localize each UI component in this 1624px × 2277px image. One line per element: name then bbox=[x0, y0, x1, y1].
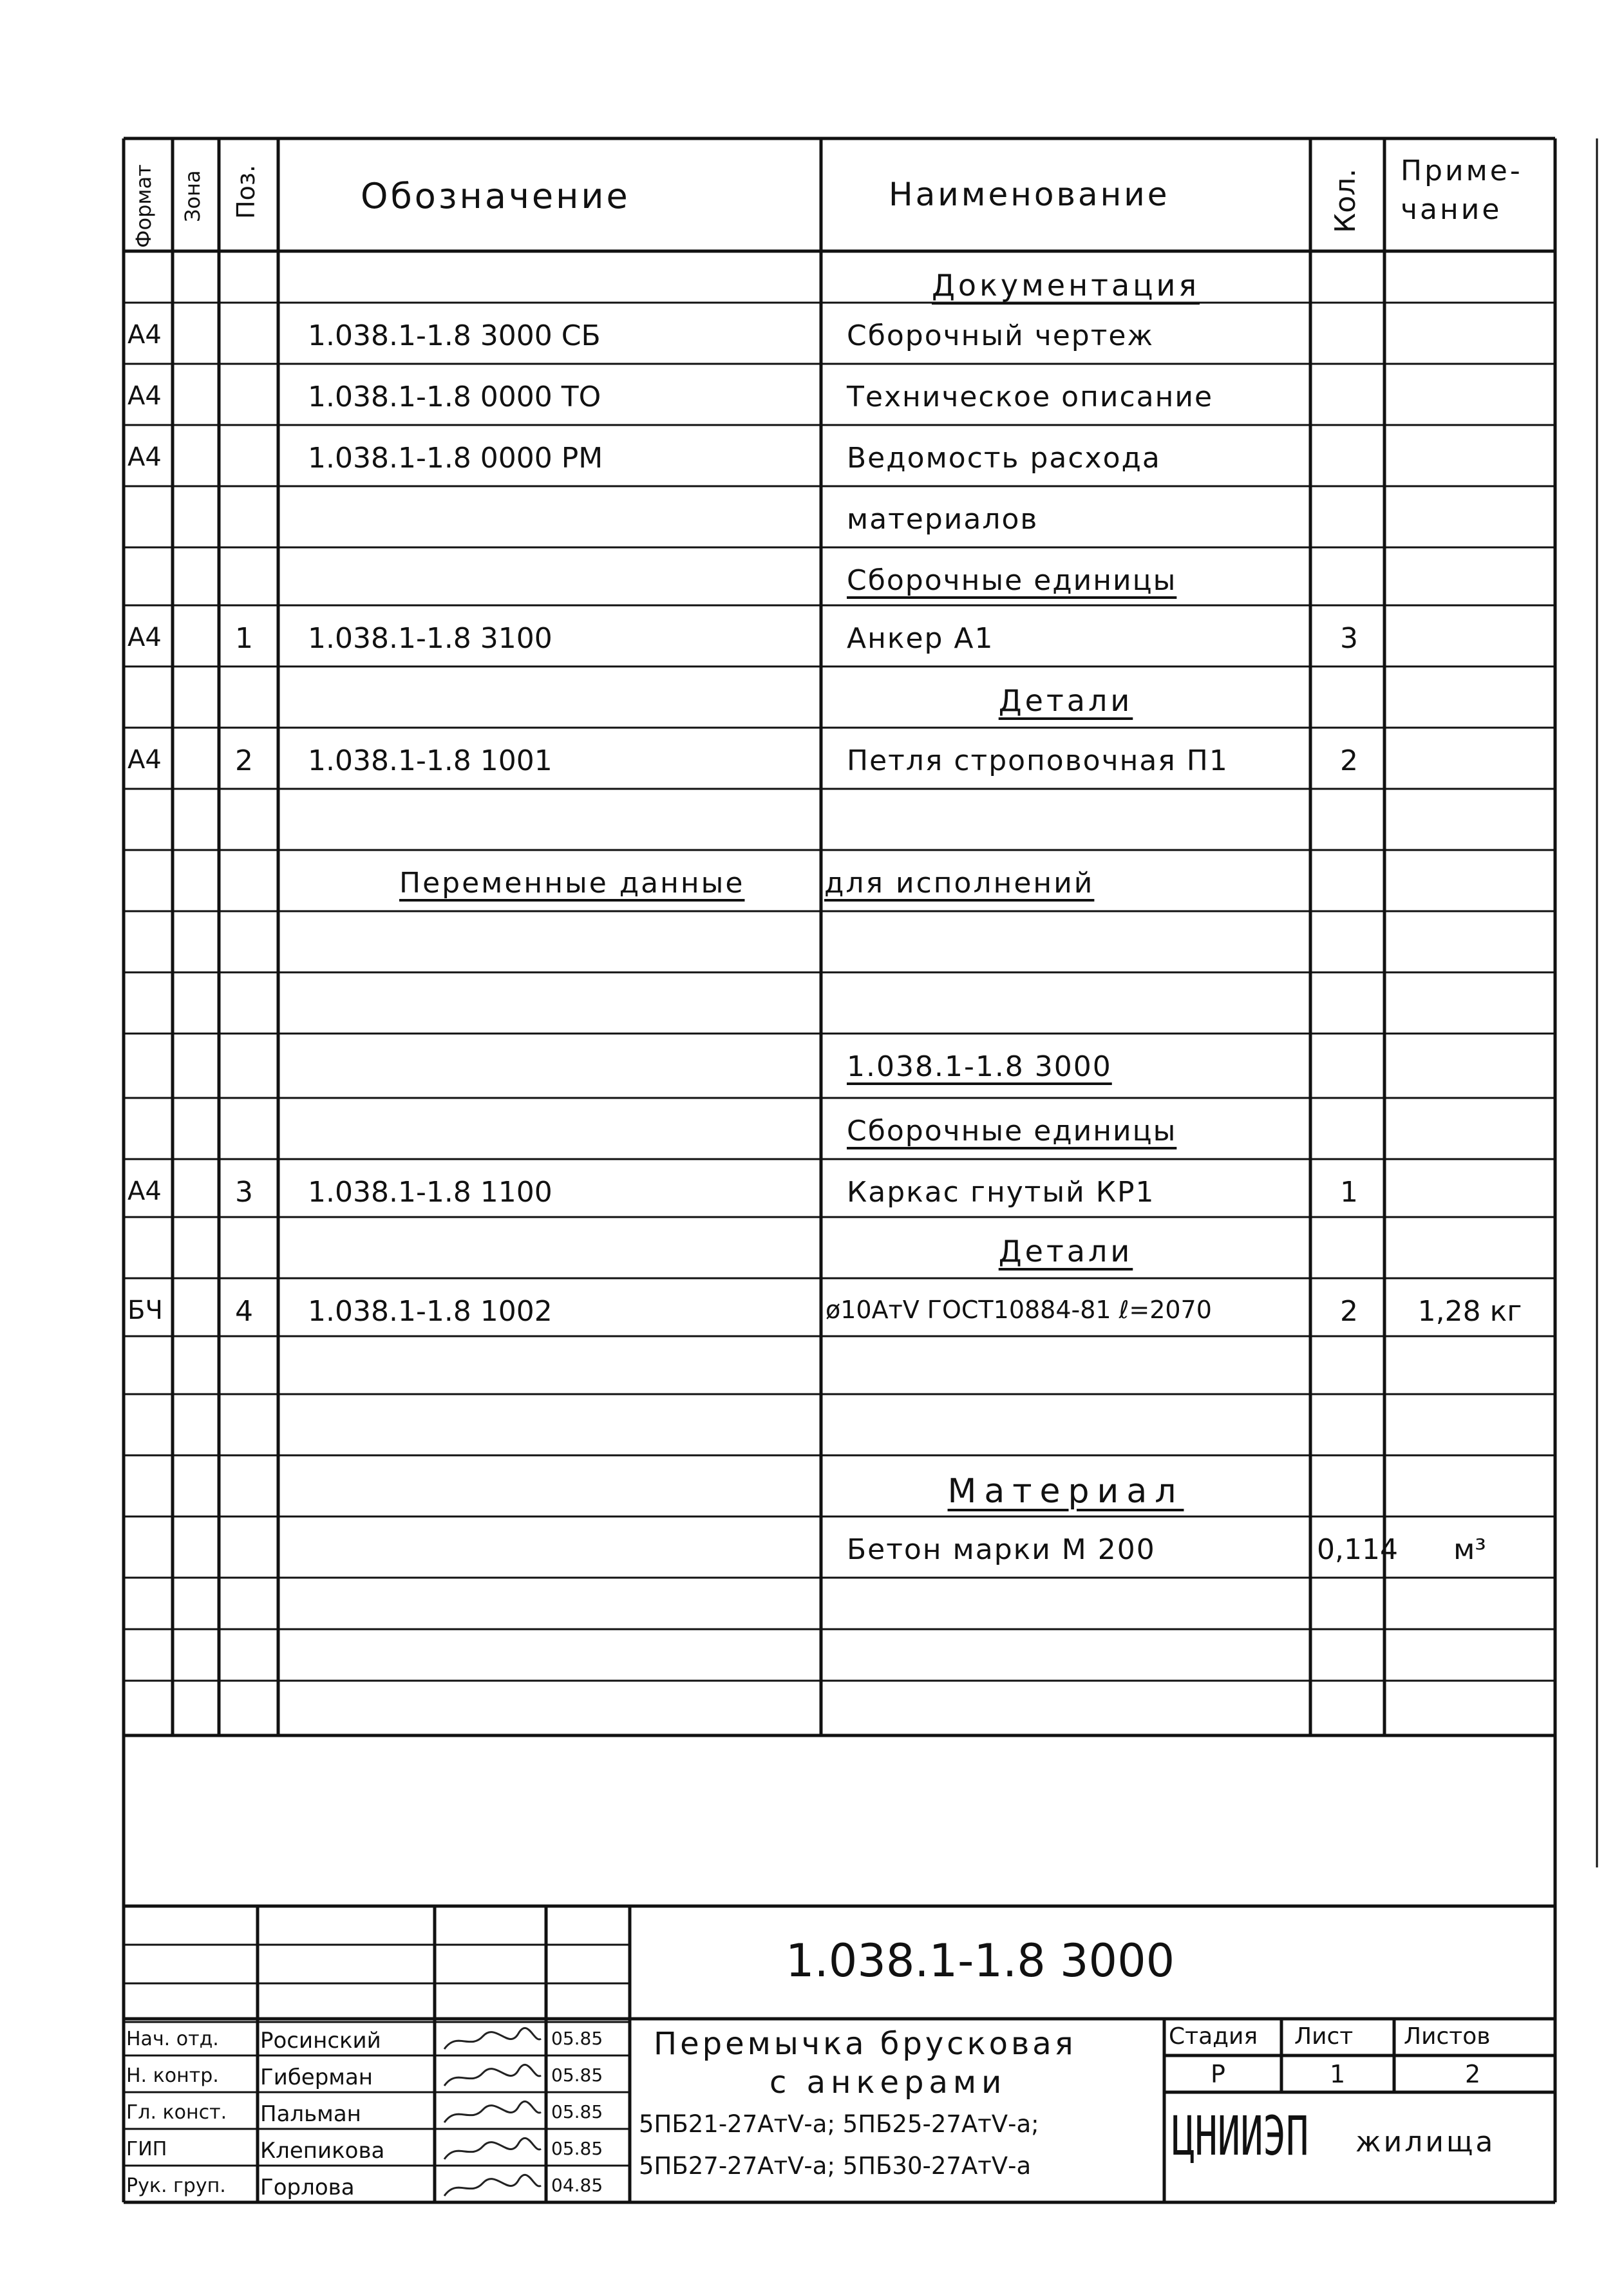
row-16-designation: 1.038.1-1.8 1100 bbox=[308, 1176, 552, 1209]
staff-5-name: Горлова bbox=[260, 2175, 355, 2200]
staff-4-name: Клепикова bbox=[260, 2138, 385, 2164]
row-4-designation: 1.038.1-1.8 0000 РМ bbox=[308, 442, 603, 475]
row-14-name: 1.038.1-1.8 3000 bbox=[847, 1050, 1112, 1083]
stage-label: Стадия bbox=[1169, 2023, 1258, 2050]
row-11-designation: Переменные данные bbox=[399, 867, 745, 900]
row-16-pos: 3 bbox=[235, 1176, 253, 1209]
signature-mark bbox=[441, 2061, 544, 2093]
staff-3-name: Пальман bbox=[260, 2101, 361, 2127]
row-7-format: А4 bbox=[127, 623, 162, 652]
stage-value: Р bbox=[1211, 2060, 1225, 2088]
signature-mark bbox=[441, 2171, 544, 2204]
row-16-name: Каркас гнутый КР1 bbox=[847, 1176, 1155, 1209]
header-format: Формат bbox=[131, 164, 156, 248]
variants-line1: 5ПБ21-27АтⅤ-а; 5ПБ25-27АтⅤ-а; bbox=[639, 2110, 1039, 2138]
row-4-name: Ведомость расхода bbox=[847, 442, 1161, 475]
row-9-qty: 2 bbox=[1340, 744, 1358, 777]
staff-2-date: 05.85 bbox=[551, 2064, 603, 2086]
row-9-designation: 1.038.1-1.8 1001 bbox=[308, 744, 552, 777]
staff-1-name: Росинский bbox=[260, 2028, 381, 2054]
staff-5-role: Рук. груп. bbox=[126, 2175, 226, 2197]
row-22-qty: 0,114 bbox=[1317, 1533, 1398, 1566]
row-2-name: Сборочный чертеж bbox=[847, 319, 1155, 352]
row-5-name: материалов bbox=[847, 503, 1039, 536]
header-zone: Зона bbox=[180, 170, 205, 222]
row-6-name: Сборочные единицы bbox=[847, 564, 1177, 597]
row-7-designation: 1.038.1-1.8 3100 bbox=[308, 622, 552, 655]
doc-title-line2: с анкерами bbox=[770, 2064, 1007, 2101]
row-22-name: Бетон марки М 200 bbox=[847, 1533, 1156, 1566]
row-9-pos: 2 bbox=[235, 744, 253, 777]
row-2-designation: 1.038.1-1.8 3000 СБ bbox=[308, 319, 601, 352]
row-16-qty: 1 bbox=[1340, 1176, 1358, 1209]
row-2-format: А4 bbox=[127, 320, 162, 350]
sheet-label: Лист bbox=[1294, 2023, 1354, 2050]
header-note-line1: Приме- bbox=[1401, 155, 1523, 187]
row-16-format: А4 bbox=[127, 1176, 162, 1206]
signature-mark bbox=[441, 2135, 544, 2167]
row-7-name: Анкер А1 bbox=[847, 622, 994, 655]
row-21-name: Материал bbox=[947, 1472, 1184, 1511]
org-suffix: жилища bbox=[1355, 2126, 1496, 2159]
header-name: Наименование bbox=[889, 176, 1170, 213]
row-17-name: Детали bbox=[998, 1234, 1133, 1269]
staff-3-date: 05.85 bbox=[551, 2101, 603, 2122]
row-9-name: Петля строповочная П1 bbox=[847, 744, 1229, 777]
row-7-qty: 3 bbox=[1340, 622, 1358, 655]
org-name: ЦНИИЭП bbox=[1172, 2104, 1309, 2168]
row-1-name: Документация bbox=[931, 268, 1200, 303]
staff-2-name: Гиберман bbox=[260, 2064, 373, 2090]
staff-1-date: 05.85 bbox=[551, 2028, 603, 2049]
staff-2-role: Н. контр. bbox=[126, 2064, 219, 2087]
staff-4-role: ГИП bbox=[126, 2138, 167, 2160]
row-22-note: м³ bbox=[1453, 1533, 1486, 1566]
row-18-name: ø10АтⅤ ГОСТ10884-81 ℓ=2070 bbox=[826, 1296, 1212, 1324]
variants-line2: 5ПБ27-27АтⅤ-а; 5ПБ30-27АтⅤ-а bbox=[639, 2152, 1032, 2180]
row-18-format: БЧ bbox=[127, 1296, 163, 1325]
row-18-note: 1,28 кг bbox=[1417, 1295, 1522, 1328]
staff-5-date: 04.85 bbox=[551, 2175, 603, 2196]
header-designation: Обозначение bbox=[361, 176, 630, 216]
row-3-designation: 1.038.1-1.8 0000 ТО bbox=[308, 381, 601, 413]
row-3-format: А4 bbox=[127, 381, 162, 411]
staff-1-role: Нач. отд. bbox=[126, 2028, 219, 2050]
row-4-format: А4 bbox=[127, 442, 162, 472]
row-18-qty: 2 bbox=[1340, 1295, 1358, 1328]
row-15-name: Сборочные единицы bbox=[847, 1115, 1177, 1148]
row-18-designation: 1.038.1-1.8 1002 bbox=[308, 1295, 552, 1328]
sheets-label: Листов bbox=[1404, 2023, 1491, 2050]
sheet-value: 1 bbox=[1330, 2060, 1346, 2088]
staff-4-date: 05.85 bbox=[551, 2138, 603, 2159]
header-pos: Поз. bbox=[232, 164, 260, 219]
row-8-name: Детали bbox=[998, 683, 1133, 718]
signature-mark bbox=[441, 2098, 544, 2130]
header-note-line2: чание bbox=[1401, 193, 1502, 226]
row-9-format: А4 bbox=[127, 745, 162, 775]
staff-3-role: Гл. конст. bbox=[126, 2101, 227, 2124]
signature-mark bbox=[441, 2025, 544, 2057]
row-3-name: Техническое описание bbox=[847, 381, 1214, 413]
row-11-name: для исполнений bbox=[824, 867, 1095, 900]
header-qty: Кол. bbox=[1329, 168, 1362, 233]
sheets-value: 2 bbox=[1465, 2060, 1481, 2088]
row-7-pos: 1 bbox=[235, 622, 253, 655]
doc-title-line1: Перемычка брусковая bbox=[654, 2026, 1077, 2062]
row-18-pos: 4 bbox=[235, 1295, 253, 1328]
doc-code: 1.038.1-1.8 3000 bbox=[786, 1934, 1175, 1987]
